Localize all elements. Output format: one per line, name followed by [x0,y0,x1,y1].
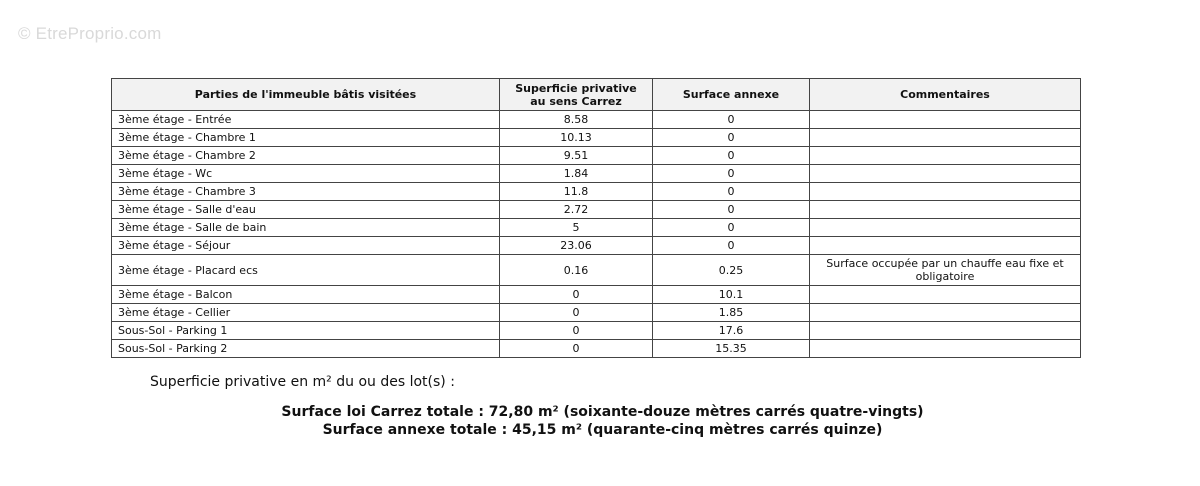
cell-carrez: 8.58 [500,111,653,129]
header-parts: Parties de l'immeuble bâtis visitées [112,79,500,111]
table-row [112,237,1081,255]
table-body [112,111,1081,358]
cell-carrez: 11.8 [500,183,653,201]
annexe-total: Surface annexe totale : 45,15 m² (quarante-cinq mètres carrés quinze) [322,422,883,438]
table-row [112,111,1081,129]
cell-annexe: 15.35 [653,340,810,358]
cell-part: 3ème étage - Entrée [112,111,500,129]
cell-comment [810,340,1081,358]
cell-part: 3ème étage - Placard ecs [112,255,500,286]
cell-annexe: 0 [653,201,810,219]
cell-carrez: 0 [500,340,653,358]
table-row [112,165,1081,183]
summary-label: Superficie privative en m² du ou des lot(s) : [150,374,455,390]
table-row [112,340,1081,358]
cell-part: Sous-Sol - Parking 2 [112,340,500,358]
cell-annexe: 0 [653,165,810,183]
cell-part: 3ème étage - Salle d'eau [112,201,500,219]
cell-comment [810,237,1081,255]
header-comments: Commentaires [810,79,1081,111]
cell-comment [810,304,1081,322]
cell-comment [810,165,1081,183]
table-row [112,322,1081,340]
cell-part: 3ème étage - Séjour [112,237,500,255]
cell-annexe: 0 [653,237,810,255]
cell-carrez: 23.06 [500,237,653,255]
cell-annexe: 0.25 [653,255,810,286]
cell-comment [810,201,1081,219]
totals-block [0,403,1200,439]
watermark-text: © EtreProprio.com [18,24,162,43]
cell-annexe: 1.85 [653,304,810,322]
cell-carrez: 0 [500,322,653,340]
table-row [112,255,1081,286]
table-row [112,201,1081,219]
table-row [112,183,1081,201]
header-annexe: Surface annexe [653,79,810,111]
cell-part: 3ème étage - Cellier [112,304,500,322]
cell-annexe: 17.6 [653,322,810,340]
cell-comment [810,111,1081,129]
header-carrez: Superficie privative au sens Carrez [500,79,653,111]
table-row [112,219,1081,237]
table-row [112,286,1081,304]
cell-comment [810,286,1081,304]
cell-carrez: 1.84 [500,165,653,183]
cell-comment [810,219,1081,237]
cell-carrez: 9.51 [500,147,653,165]
cell-part: 3ème étage - Chambre 2 [112,147,500,165]
cell-carrez: 2.72 [500,201,653,219]
cell-carrez: 10.13 [500,129,653,147]
cell-comment [810,147,1081,165]
cell-comment [810,322,1081,340]
cell-part: 3ème étage - Chambre 1 [112,129,500,147]
cell-part: 3ème étage - Salle de bain [112,219,500,237]
cell-part: 3ème étage - Chambre 3 [112,183,500,201]
cell-part: 3ème étage - Balcon [112,286,500,304]
carrez-total: Surface loi Carrez totale : 72,80 m² (soixante-douze mètres carrés quatre-vingts) [281,404,924,420]
cell-annexe: 0 [653,183,810,201]
cell-annexe: 0 [653,129,810,147]
cell-comment [810,129,1081,147]
table-row [112,129,1081,147]
cell-annexe: 0 [653,219,810,237]
cell-comment [810,183,1081,201]
cell-annexe: 10.1 [653,286,810,304]
cell-comment: Surface occupée par un chauffe eau fixe et obligatoire [810,255,1081,286]
surface-table [111,78,1081,358]
cell-part: 3ème étage - Wc [112,165,500,183]
cell-carrez: 0 [500,304,653,322]
table-row [112,304,1081,322]
cell-annexe: 0 [653,147,810,165]
cell-carrez: 0.16 [500,255,653,286]
table-header-row [112,79,1081,111]
cell-part: Sous-Sol - Parking 1 [112,322,500,340]
table-row [112,147,1081,165]
cell-annexe: 0 [653,111,810,129]
cell-carrez: 0 [500,286,653,304]
cell-carrez: 5 [500,219,653,237]
